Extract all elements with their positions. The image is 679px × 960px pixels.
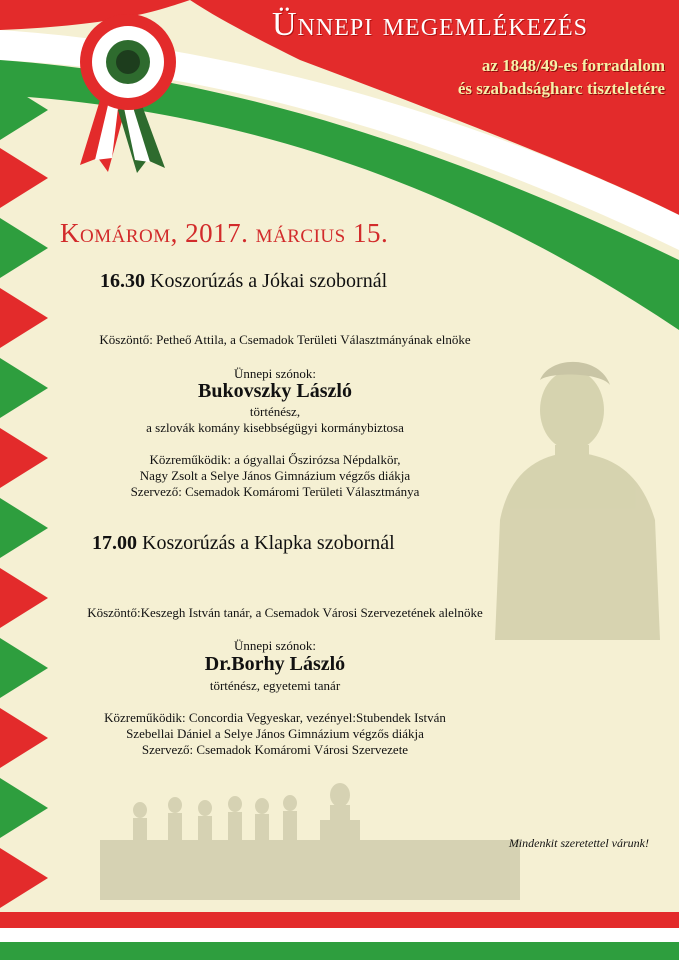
poster-title: Ünnepi megemlékezés (271, 6, 589, 43)
left-triangles (0, 80, 48, 908)
event2-performers2: Szebellai Dániel a Selye János Gimnázium végzős diákja (126, 726, 424, 741)
event2-heading (92, 532, 502, 555)
subtitle-line-1: az 1848/49-es forradalom (481, 56, 665, 75)
event2-speakers-label: Ünnepi szónok: (234, 638, 316, 653)
event1-speakers-label: Ünnepi szónok: (234, 366, 316, 381)
place-date: Komárom, 2017. március 15. (60, 218, 389, 248)
event1-title: Koszorúzás a Jókai szobornál (145, 270, 388, 292)
event1-speaker: Bukovszky László (198, 380, 352, 402)
bottom-green-stripe (0, 942, 679, 960)
event1-greeting: Köszöntő: Petheő Attila, a Csemadok Területi Választmányának elnöke (99, 332, 471, 347)
event1-role2: a szlovák komány kisebbségügyi kormánybiztosa (146, 420, 404, 435)
cockade-icon (80, 14, 176, 173)
bottom-red-stripe (0, 912, 679, 928)
event2-title: Koszorúzás a Klapka szobornál (137, 532, 395, 554)
event1-organizer: Szervező: Csemadok Komáromi Területi Választmánya (130, 484, 420, 499)
closing-text: Mindenkit szeretettel várunk! (508, 836, 649, 850)
crowd-illustration (100, 783, 520, 900)
event2-organizer: Szervező: Csemadok Komáromi Városi Szervezete (141, 742, 409, 757)
event1-heading (100, 270, 500, 293)
subtitle-line-2: és szabadságharc tiszteletére (457, 79, 665, 98)
event1-time: 16.30 (100, 270, 145, 292)
event2-speaker: Dr.Borhy László (204, 653, 346, 675)
portrait-illustration (495, 362, 660, 640)
event2-greeting: Köszöntő:Keszegh István tanár, a Csemadok Városi Szervezetének alelnöke (87, 605, 483, 620)
corner-red (0, 0, 190, 30)
event2-role1: történész, egyetemi tanár (209, 678, 341, 693)
event2-time: 17.00 (92, 532, 137, 554)
event1-performers2: Nagy Zsolt a Selye János Gimnázium végzős diákja (139, 468, 411, 483)
event1-performers1: Közreműködik: a ógyallai Őszirózsa Népdalkör, (149, 452, 401, 467)
bottom-white-stripe (0, 928, 679, 942)
event2-performers1: Közreműködik: Concordia Vegyeskar, vezényel:Stubendek István (104, 710, 446, 725)
event1-role1: történész, (249, 404, 301, 419)
